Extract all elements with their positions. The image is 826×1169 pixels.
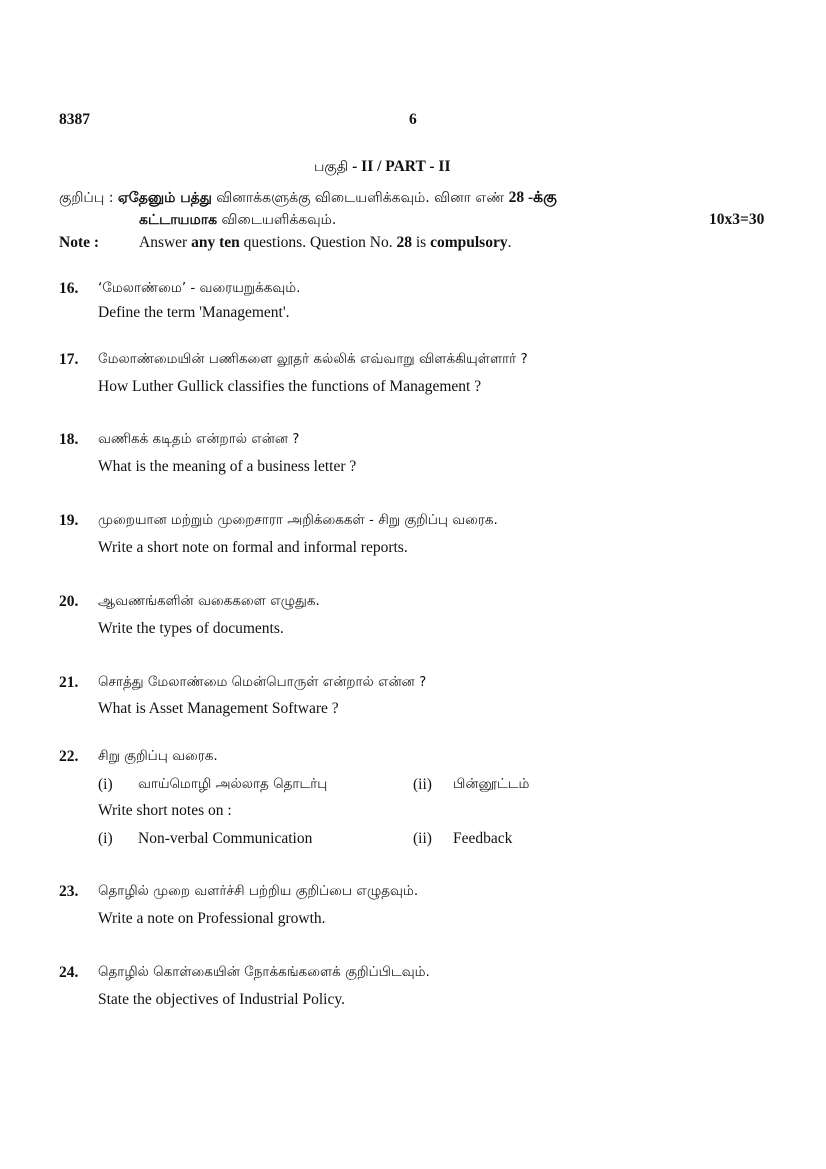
marks: 10x3=30 <box>709 211 765 228</box>
note-bold: any ten <box>191 234 240 251</box>
note-tamil-qno: 28 -க்கு <box>508 189 557 206</box>
question-number: 21. <box>59 674 79 691</box>
sub-english: Feedback <box>453 830 513 847</box>
question-number: 23. <box>59 883 79 900</box>
sub-label: (i) <box>98 830 113 847</box>
question-number: 22. <box>59 748 79 765</box>
question-number: 19. <box>59 512 79 529</box>
sub-tamil: பின்னூட்டம் <box>453 776 530 792</box>
question-tamil: ஆவணங்களின் வகைகளை எழுதுக. <box>98 593 320 609</box>
question-english: Write the types of documents. <box>98 620 284 637</box>
question-22 <box>59 748 779 858</box>
question-number: 20. <box>59 593 79 610</box>
part-title-tamil: பகுதி <box>314 159 349 175</box>
question-english: Write short notes on : <box>98 802 232 819</box>
note-text: Answer <box>139 234 192 251</box>
question-tamil: மேலாண்மையின் பணிகளை லூதர் கல்லிக் எவ்வாறு விளக்கியுள்ளார் ? <box>98 351 528 367</box>
sub-label: (i) <box>98 776 113 793</box>
question-tamil: தொழில் கொள்கையின் நோக்கங்களைக் குறிப்பிடவும். <box>98 964 430 980</box>
note-tamil-line1 <box>59 188 557 208</box>
question-english: State the objectives of Industrial Policy. <box>98 991 345 1008</box>
question-tamil: தொழில் முறை வளர்ச்சி பற்றிய குறிப்பை எழுதவும். <box>98 883 419 899</box>
question-english: What is the meaning of a business letter ? <box>98 458 357 475</box>
sub-label: (ii) <box>413 830 432 847</box>
note-bold: 28 <box>396 234 412 251</box>
question-english: Define the term 'Management'. <box>98 304 290 321</box>
question-number: 17. <box>59 351 79 368</box>
question-english: Write a short note on formal and informal reports. <box>98 539 408 556</box>
question-tamil: வணிகக் கடிதம் என்றால் என்ன ? <box>98 431 300 447</box>
note-tamil-line2 <box>139 210 336 230</box>
part-title-english: - II / PART - II <box>348 158 451 175</box>
note-bold: compulsory <box>430 234 508 251</box>
note-text: . <box>507 234 512 251</box>
question-english: How Luther Gullick classifies the functions of Management ? <box>98 378 482 395</box>
note-tamil-label: குறிப்பு : <box>59 190 114 206</box>
note-tamil-text2: விடையளிக்கவும். <box>217 212 337 228</box>
note-tamil-bold2: கட்டாயமாக <box>139 212 218 228</box>
question-tamil: ‘மேலாண்மை’ - வரையறுக்கவும். <box>98 280 301 296</box>
paper-code: 8387 <box>59 111 90 128</box>
question-number: 18. <box>59 431 79 448</box>
sub-label: (ii) <box>413 776 432 793</box>
question-english: Write a note on Professional growth. <box>98 910 326 927</box>
note-text: is <box>411 234 431 251</box>
note-text: questions. Question No. <box>239 234 397 251</box>
question-tamil: சொத்து மேலாண்மை மென்பொருள் என்றால் என்ன ? <box>98 674 427 690</box>
note-english <box>139 233 511 253</box>
sub-tamil: வாய்மொழி அல்லாத தொடர்பு <box>138 776 328 792</box>
note-tamil-bold1: ஏதேனும் பத்து <box>117 190 212 206</box>
part-title <box>314 157 450 177</box>
note-tamil-text1: வினாக்களுக்கு விடையளிக்கவும். வினா எண் <box>211 190 509 206</box>
page-number: 6 <box>409 111 417 128</box>
sub-english: Non-verbal Communication <box>138 830 313 847</box>
question-tamil: முறையான மற்றும் முறைசாரா அறிக்கைகள் - சிறு குறிப்பு வரைக. <box>98 512 498 528</box>
question-number: 16. <box>59 280 79 297</box>
question-number: 24. <box>59 964 79 981</box>
note-english-label: Note : <box>59 234 100 251</box>
question-english: What is Asset Management Software ? <box>98 700 339 717</box>
question-tamil: சிறு குறிப்பு வரைக. <box>98 748 218 764</box>
